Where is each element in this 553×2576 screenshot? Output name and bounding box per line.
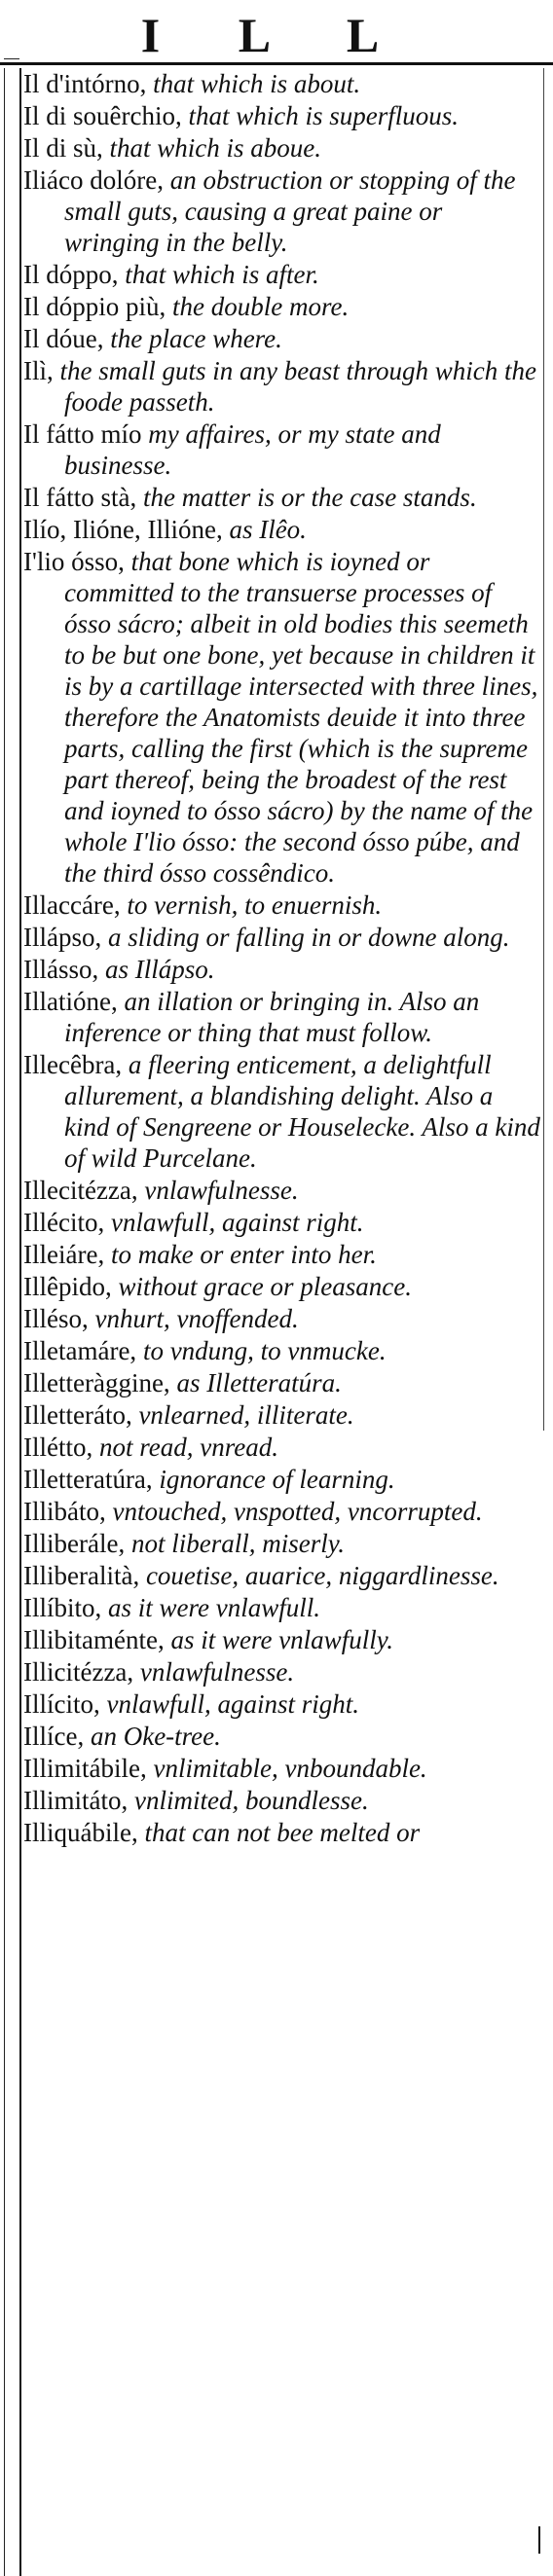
margin-mark (4, 58, 19, 59)
definition: vntouched, vnspotted, vncorrupted. (105, 1497, 483, 1526)
definition: vnlawfull, against right. (104, 1208, 364, 1237)
entry (23, 889, 541, 921)
entry (23, 514, 541, 545)
headword: Il dóppio più, (23, 292, 166, 321)
entry (23, 1335, 541, 1366)
definition: a fleering enticement, a delightfull allurement, a blandishing delight. Also a kind of Sengreene or Houselecke. Also a kind of wild Purcelane. (64, 1050, 540, 1173)
entry (23, 1624, 541, 1655)
definition: to make or enter into her. (104, 1240, 377, 1269)
headword: Illéso, (23, 1304, 89, 1333)
definition: the matter is or the case stands. (136, 483, 477, 512)
definition: that can not bee melted or (137, 1818, 421, 1847)
headword: Illibáto, (23, 1497, 106, 1526)
definition: that bone which is ioyned or committed to the transuerse processes of ósso sácro; albeit in old bodies this seemeth to be but one bone, yet because in children it is by a cartillage intersected with three lines, therefore the Anatomists deuide it into three parts, calling the first (which is the supreme part thereof, being the broadest of the rest and ioyned to ósso sácro) by the name of the whole I'lio ósso: the second ósso púbe, and the third ósso cossêndico. (64, 547, 538, 888)
headword: Il dóppo, (23, 260, 119, 289)
headword: Il dóue, (23, 324, 104, 353)
headword: Illetteràggine, (23, 1368, 170, 1397)
entry (23, 1496, 541, 1527)
entry (23, 68, 541, 99)
headword: Illicitézza, (23, 1657, 134, 1687)
entry (23, 1688, 541, 1720)
entry-list (23, 68, 541, 1849)
headword: Illeiáre, (23, 1240, 105, 1269)
headword: Illásso, (23, 955, 99, 984)
headword: Illibitaménte, (23, 1625, 165, 1654)
definition: as Illetteratúra. (169, 1368, 342, 1397)
headword: Il di souêrchio, (23, 101, 182, 130)
definition: couetise, auarice, niggardlinesse. (139, 1561, 499, 1590)
headword: Illaccáre, (23, 890, 121, 920)
margin-mark-bottom (538, 2526, 540, 2554)
headword: Illiberalità, (23, 1561, 140, 1590)
entry (23, 1721, 541, 1752)
entry (23, 1271, 541, 1302)
definition: as it were vnlawfull. (101, 1593, 320, 1622)
entry (23, 1367, 541, 1398)
entry (23, 164, 541, 258)
definition: vnlawfulnesse. (137, 1176, 299, 1205)
headword: Iliáco dolóre, (23, 165, 164, 195)
definition: as Illápso. (98, 955, 215, 984)
headword: Illecêbra, (23, 1050, 123, 1079)
headword: Illecitézza, (23, 1176, 138, 1205)
headword: Il di sù, (23, 133, 103, 163)
definition: the place where. (103, 324, 282, 353)
column-rule-inner (19, 68, 21, 2576)
entry (23, 1753, 541, 1784)
entry (23, 546, 541, 889)
definition: my affaires, or my state and businesse. (64, 419, 441, 480)
headword: Illécito, (23, 1208, 105, 1237)
definition: the double more. (166, 292, 350, 321)
headword: Il d'intórno, (23, 69, 147, 98)
entry (23, 922, 541, 953)
definition: to vernish, to enuernish. (120, 890, 383, 920)
headword: I'lio ósso, (23, 547, 125, 576)
column-rule-right (543, 68, 544, 1431)
definition: vnlawfulnesse. (133, 1657, 295, 1687)
entry (23, 482, 541, 513)
definition: vnlearned, illiterate. (131, 1400, 354, 1430)
entry (23, 1399, 541, 1431)
entry (23, 1592, 541, 1623)
headword: Ilío, Ilióne, Illióne, (23, 515, 223, 544)
headword: Ilì, (23, 356, 54, 385)
definition: to vndung, to vnmucke. (136, 1336, 387, 1365)
entry (23, 1528, 541, 1559)
headword: Illiberále, (23, 1529, 126, 1558)
definition: an illation or bringing in. Also an inference or thing that must follow. (64, 987, 480, 1047)
headword: Illimitáto, (23, 1786, 129, 1815)
entry (23, 1303, 541, 1334)
entry (23, 100, 541, 131)
definition: the small guts in any beast through which the foode passeth. (53, 356, 536, 417)
headword: Illápso, (23, 923, 102, 952)
definition: not read, vnread. (92, 1433, 278, 1462)
headword: Illiquábile, (23, 1818, 138, 1847)
definition: vnlimitable, vnboundable. (146, 1754, 427, 1783)
entry (23, 1175, 541, 1206)
entry (23, 259, 541, 290)
definition: ignorance of learning. (152, 1465, 395, 1494)
entry (23, 1464, 541, 1495)
entry (23, 1239, 541, 1270)
entry (23, 355, 541, 417)
headword: Illetteráto, (23, 1400, 132, 1430)
headword: Illíbito, (23, 1593, 102, 1622)
headword: Illêpido, (23, 1272, 112, 1301)
headword: Illetteratúra, (23, 1465, 153, 1494)
entry (23, 132, 541, 163)
headword: Illetamáre, (23, 1336, 137, 1365)
entry (23, 1560, 541, 1591)
definition: that which is after. (118, 260, 319, 289)
header-rule (0, 62, 553, 65)
entry (23, 1817, 541, 1848)
definition: as Ilêo. (222, 515, 307, 544)
headword: Il fátto mío (23, 419, 142, 449)
entry (23, 1049, 541, 1174)
headword: Il fátto stà, (23, 483, 137, 512)
definition: an obstruction or stopping of the small guts, causing a great paine or wringing in the belly. (64, 165, 516, 257)
definition: vnlawfull, against right. (99, 1689, 360, 1719)
definition: that which is about. (146, 69, 361, 98)
entry (23, 418, 541, 481)
entry (23, 954, 541, 985)
entry (23, 1785, 541, 1816)
headword: Illétto, (23, 1433, 93, 1462)
headword: Illatióne, (23, 987, 118, 1016)
definition: an Oke-tree. (84, 1722, 221, 1751)
definition: vnlimited, boundlesse. (128, 1786, 369, 1815)
page-header: I L L (140, 8, 413, 62)
entry (23, 323, 541, 354)
entry (23, 1432, 541, 1463)
entry (23, 1656, 541, 1687)
definition: a sliding or falling in or downe along. (101, 923, 510, 952)
entry (23, 986, 541, 1048)
definition: as it were vnlawfully. (164, 1625, 393, 1654)
column-rule-left (4, 68, 5, 2576)
headword: Illícito, (23, 1689, 100, 1719)
definition: that which is superfluous. (181, 101, 459, 130)
definition: that which is aboue. (102, 133, 322, 163)
definition: without grace or pleasance. (111, 1272, 412, 1301)
headword: Illimitábile, (23, 1754, 147, 1783)
headword: Illíce, (23, 1722, 85, 1751)
definition: not liberall, miserly. (125, 1529, 345, 1558)
entry (23, 291, 541, 322)
definition: vnhurt, vnoffended. (88, 1304, 299, 1333)
entry (23, 1207, 541, 1238)
